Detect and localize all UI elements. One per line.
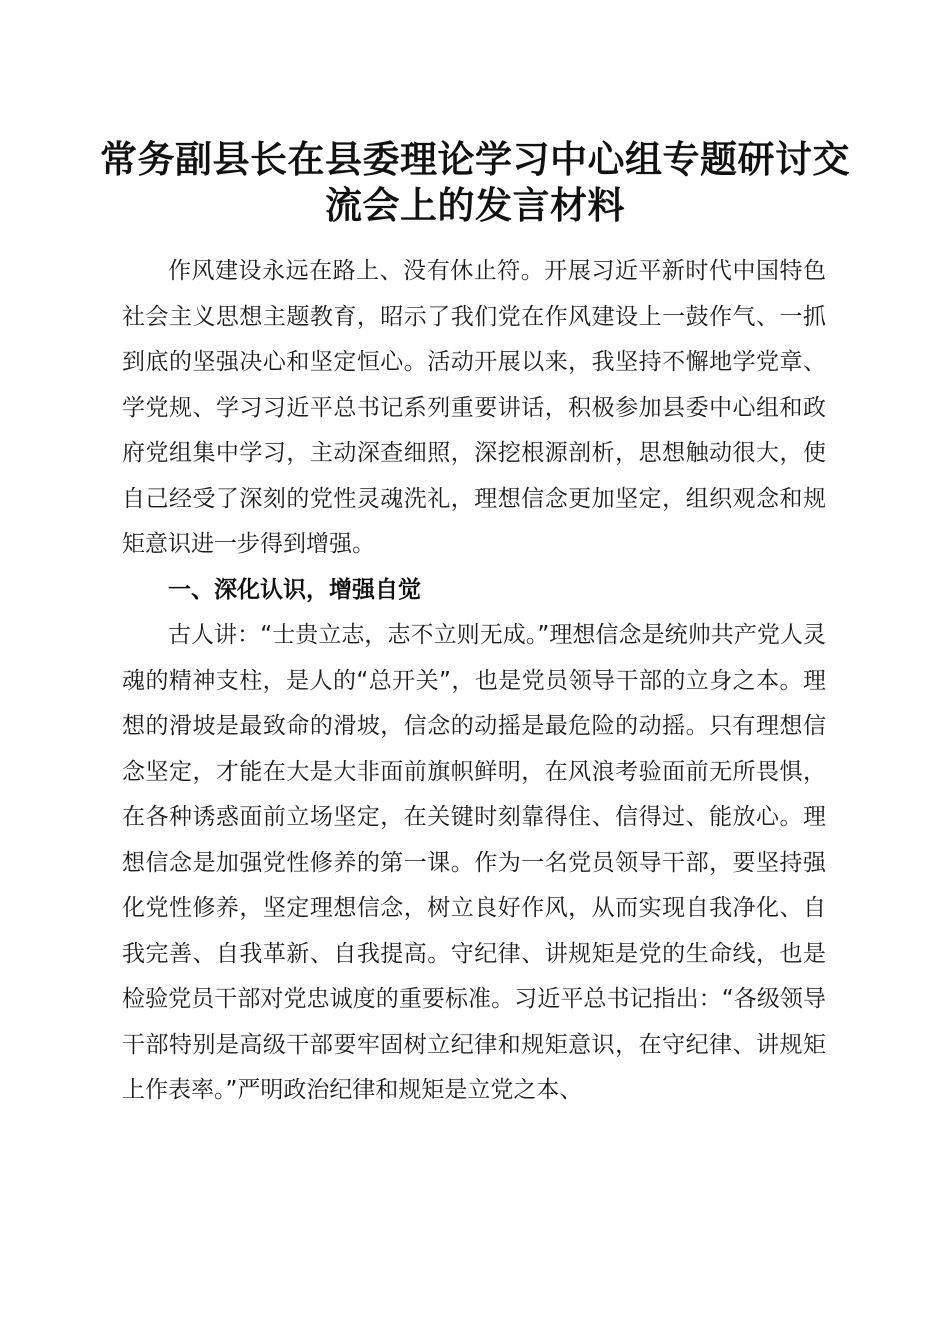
section-paragraph: 古人讲：“士贵立志，志不立则无成。”理想信念是统帅共产党人灵魂的精神支柱，是人的“总开关”，也是党员领导干部的立身之本。理想的滑坡是最致命的滑坡，信念的动摇是最危险的动摇。只有理想信念坚定，才能在大是大非面前旗帜鲜明，在风浪考验面前无所畏惧，在各种诱惑面前立场坚定，在关键时刻靠得住、信得过、能放心。理想信念是加强党性修养的第一课。作为一名党员领导干部，要坚持强化党性修养，坚定理想信念，树立良好作风，从而实现自我净化、自我完善、自我革新、自我提高。守纪律、讲规矩是党的生命线，也是检验党员干部对党忠诚度的重要标准。习近平总书记指出：“各级领导干部特别是高级干部要牢固树立纪律和规矩意识，在守纪律、讲规矩上作表率。”严明政治纪律和规矩是立党之本、 (122, 622, 826, 1103)
section-heading: 一、深化认识，增强自觉 (168, 576, 421, 603)
title-line-1: 常务副县长在县委理论学习中心组专题研讨交 (100, 137, 850, 181)
document-body (122, 249, 826, 1114)
title-line-2: 流会上的发言材料 (325, 183, 625, 227)
document-title (100, 136, 850, 228)
intro-paragraph: 作风建设永远在路上、没有休止符。开展习近平新时代中国特色社会主义思想主题教育，昭示了我们党在作风建设上一鼓作气、一抓到底的坚强决心和坚定恒心。活动开展以来，我坚持不懈地学党章、学党规、学习习近平总书记系列重要讲话，积极参加县委中心组和政府党组集中学习，主动深查细照，深挖根源剖析，思想触动很大，使自己经受了深刻的党性灵魂洗礼，理想信念更加坚定，组织观念和规矩意识进一步得到增强。 (122, 258, 826, 557)
